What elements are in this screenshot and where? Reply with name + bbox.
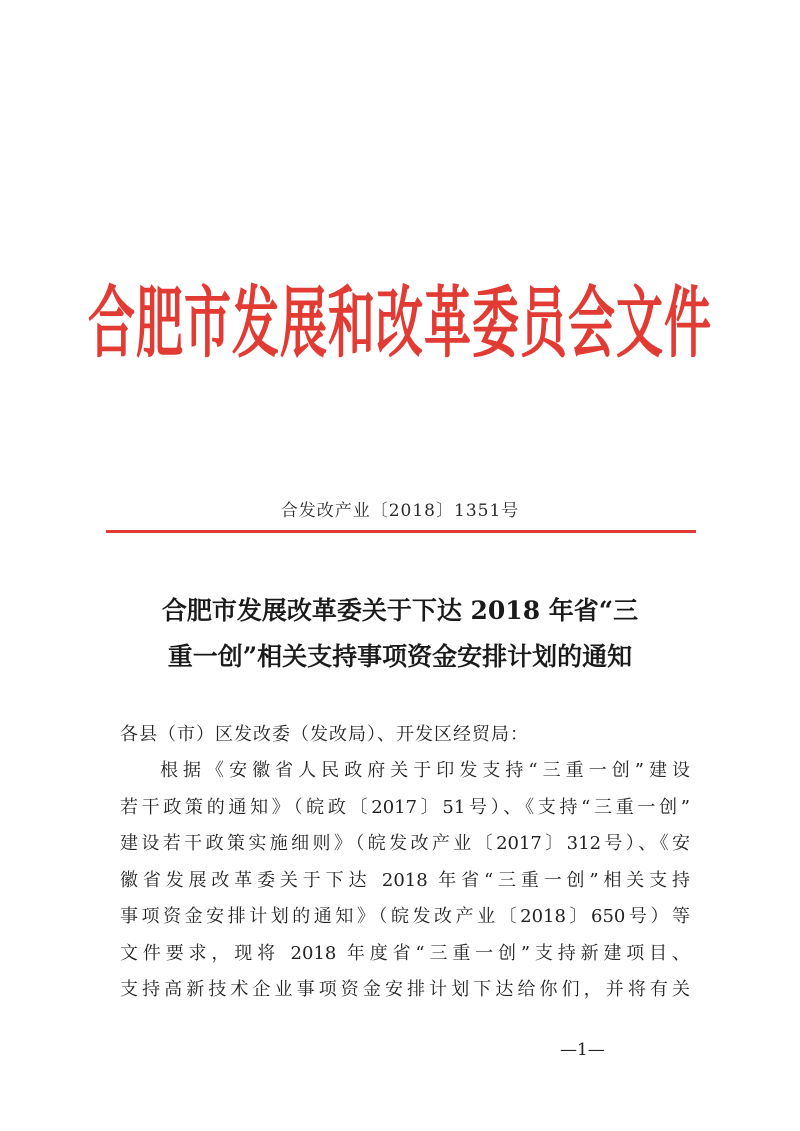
body-line: 事项资金安排计划的通知》（皖发改产业〔2018〕650号）等 [120,906,690,927]
notice-title [100,588,700,680]
red-divider-line [106,530,696,533]
body-line: 建设若干政策实施细则》（皖发改产业〔2017〕312号）、《安 [120,833,690,854]
notice-title-line: 重一创”相关支持事项资金安排计划的通知 [167,642,633,671]
body-line: 根据《安徽省人民政府关于印发支持“三重一创”建设 [160,760,690,781]
page-number: —1— [560,1040,605,1060]
body-line: 支持高新技术企业事项资金安排计划下达给你们，并将有关 [120,979,690,1000]
body-line: 若干政策的通知》（皖政〔2017〕51号）、《支持“三重一创” [120,796,690,818]
document-number: 合发改产业〔2018〕1351号 [280,501,520,521]
notice-title-line: 合肥市发展改革委关于下达 2018 年省“三 [161,596,639,625]
salutation: 各县（市）区发改委（发改局）、开发区经贸局： [120,724,529,745]
masthead-title: 合肥市发展和改革委员会文件 [88,278,712,370]
body-paragraph [120,753,690,1009]
body-line: 文件要求，现将 2018 年度省“三重一创”支持新建项目、 [120,942,690,964]
body-line: 徽省发展改革委关于下达 2018 年省“三重一创”相关支持 [120,869,690,891]
